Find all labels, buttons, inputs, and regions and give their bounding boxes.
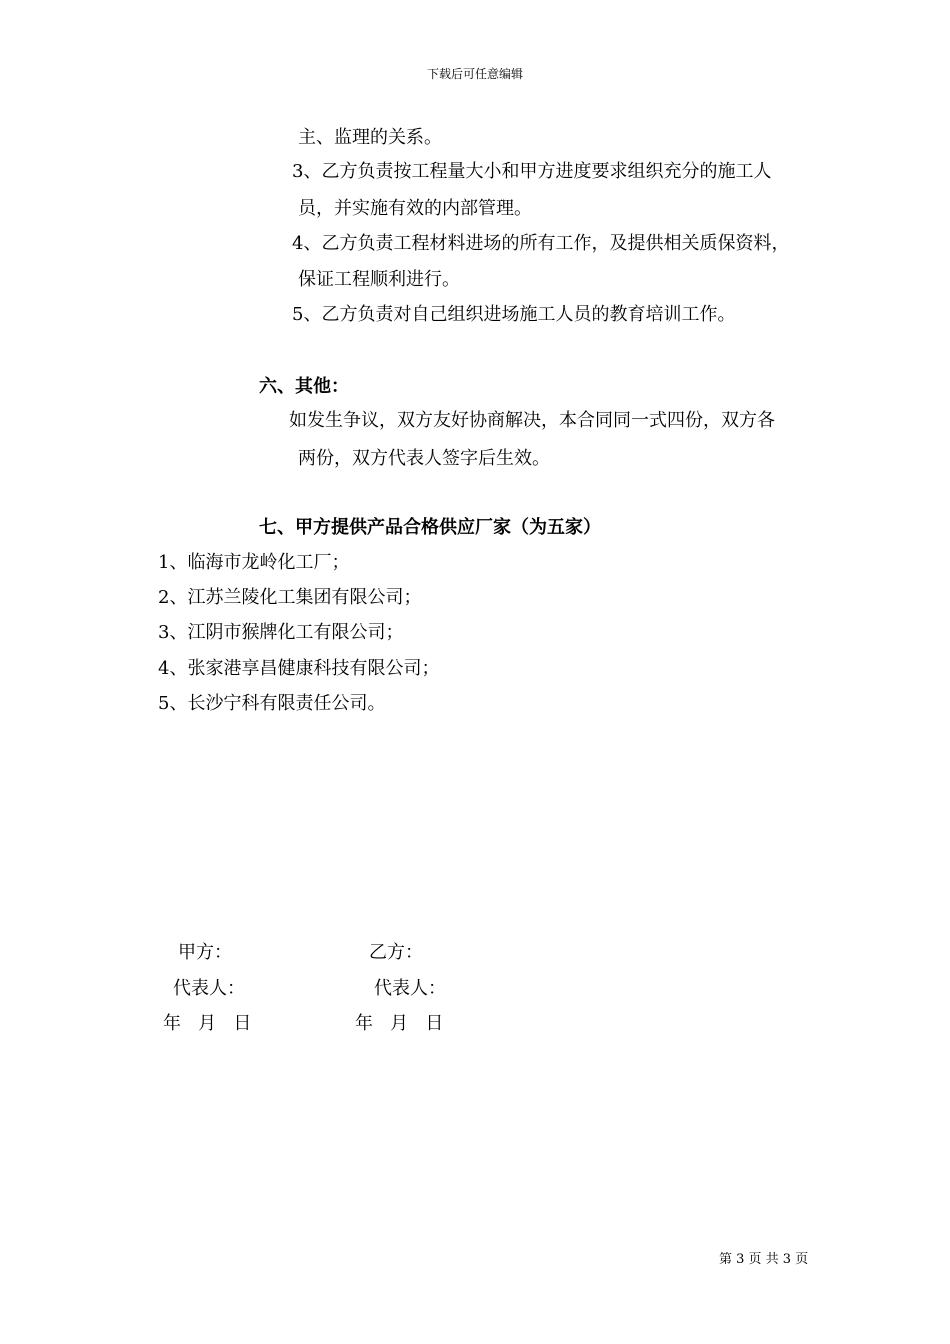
section-6-line-1: 如发生争议，双方友好协商解决，本合同同一式四份，双方各 — [289, 410, 775, 431]
page-header-note: 下载后可任意编辑 — [426, 67, 523, 81]
party-a-label: 甲方： — [178, 942, 232, 963]
supplier-list-item: 4、张家港享昌健康科技有限公司； — [158, 658, 440, 679]
clause-line-intro: 主、监理的关系。 — [298, 127, 442, 148]
supplier-list-item: 5、长沙宁科有限责任公司。 — [158, 693, 386, 714]
party-a-representative-label: 代表人： — [173, 978, 245, 999]
clause-item-3-line-1: 3、乙方负责按工程量大小和甲方进度要求组织充分的施工人 — [292, 161, 772, 182]
clause-item-5: 5、乙方负责对自己组织进场施工人员的教育培训工作。 — [292, 304, 736, 325]
section-7-heading: 七、甲方提供产品合格供应厂家（为五家） — [259, 517, 601, 538]
supplier-list-item: 3、江阴市猴牌化工有限公司； — [158, 622, 404, 643]
page-number-footer: 第 3 页 共 3 页 — [719, 1252, 809, 1267]
clause-item-4-line-2: 保证工程顺利进行。 — [298, 269, 460, 290]
party-b-representative-label: 代表人： — [374, 978, 446, 999]
supplier-list-item: 1、临海市龙岭化工厂； — [158, 552, 350, 573]
party-b-label: 乙方： — [369, 942, 423, 963]
party-b-date: 年 月 日 — [355, 1013, 444, 1034]
clause-item-3-line-2: 员，并实施有效的内部管理。 — [298, 198, 532, 219]
party-a-date: 年 月 日 — [163, 1013, 252, 1034]
section-6-heading: 六、其他： — [259, 376, 349, 397]
section-6-line-2: 两份，双方代表人签字后生效。 — [298, 448, 550, 469]
clause-item-4-line-1: 4、乙方负责工程材料进场的所有工作，及提供相关质保资料， — [292, 233, 790, 254]
supplier-list-item: 2、江苏兰陵化工集团有限公司； — [158, 587, 422, 608]
